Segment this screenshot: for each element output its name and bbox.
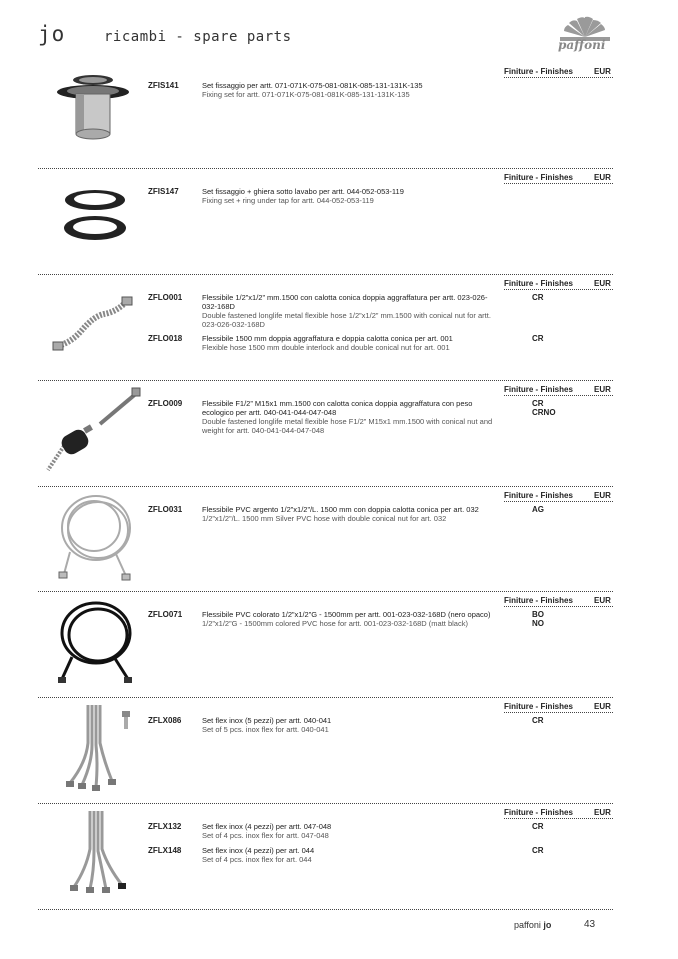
eur-header: EUR	[594, 385, 611, 394]
finishes-header: Finiture - Finishes	[504, 808, 573, 817]
header-divider	[504, 183, 613, 184]
finishes-header: Finiture - Finishes	[504, 385, 573, 394]
silver-pvc-hose-image	[56, 490, 136, 582]
finishes-header: Finiture - Finishes	[504, 491, 573, 500]
product-code: ZFLX086	[148, 716, 182, 725]
series-name: jo	[38, 22, 66, 46]
product-description	[202, 505, 502, 523]
finish-codes	[532, 822, 544, 831]
finish-codes	[532, 399, 556, 417]
description-en: Double fastened longlife metal flexible hose 1/2”x1/2” mm.1500 with conical nut for artt. 023-026-032-168D	[202, 311, 491, 329]
logo-text: paffoni	[558, 38, 606, 52]
inox-flex-set-image	[56, 703, 136, 795]
description-en: Fixing set for artt. 071-071K-075-081-081K-085-131-131K-135	[202, 90, 410, 99]
eur-header: EUR	[594, 596, 611, 605]
product-code: ZFLX148	[148, 846, 182, 855]
product-description	[202, 716, 502, 734]
fixing-set-image	[56, 72, 131, 147]
description-en: Flexible hose 1500 mm double interlock and double conical nut for art. 001	[202, 343, 450, 352]
finish-codes	[532, 505, 544, 514]
product-section	[38, 168, 613, 273]
finish-code: AG	[532, 505, 544, 514]
eur-header: EUR	[594, 702, 611, 711]
eur-header: EUR	[594, 173, 611, 182]
finish-code: CR	[532, 846, 544, 855]
product-description	[202, 334, 502, 352]
finishes-header: Finiture - Finishes	[504, 279, 573, 288]
product-code: ZFLX132	[148, 822, 182, 831]
finishes-header: Finiture - Finishes	[504, 173, 573, 182]
eur-header: EUR	[594, 808, 611, 817]
description-it: Flessibile F1/2” M15x1 mm.1500 con calotta conica doppia aggraffatura con peso ecologico per artt. 040-041-044-047-048	[202, 399, 473, 417]
finish-code: NO	[532, 619, 544, 628]
header-divider	[504, 395, 613, 396]
product-section	[38, 380, 613, 485]
page-number: 43	[584, 919, 596, 930]
page-title: ricambi - spare parts	[104, 29, 292, 45]
description-en: Fixing set + ring under tap for artt. 044-052-053-119	[202, 196, 374, 205]
description-en: Double fastened longlife metal flexible hose F1/2” M15x1 mm.1500 with conical nut and weight for artt. 040-041-044-047-048	[202, 417, 493, 435]
finish-code: CRNO	[532, 408, 556, 417]
inox-flex-set-4pcs-image	[56, 809, 136, 901]
product-code: ZFLO001	[148, 293, 183, 302]
finishes-header: Finiture - Finishes	[504, 67, 573, 76]
finish-code: BO	[532, 610, 544, 619]
footer-brand-name: paffoni	[514, 920, 541, 930]
description-en: Set of 4 pcs. inox flex for art. 044	[202, 855, 312, 864]
product-description	[202, 293, 502, 329]
description-en: Set of 5 pcs. inox flex for artt. 040-041	[202, 725, 329, 734]
product-section	[38, 274, 613, 379]
finish-codes	[532, 293, 544, 302]
header-divider	[504, 289, 613, 290]
description-en: 1/2”x1/2”G - 1500mm colored PVC hose for artt. 001-023-032-168D (matt black)	[202, 619, 468, 628]
finish-codes	[532, 716, 544, 725]
product-description	[202, 822, 502, 840]
eur-header: EUR	[594, 279, 611, 288]
description-it: Set flex inox (4 pezzi) per art. 044	[202, 846, 315, 855]
section-divider	[38, 909, 613, 910]
eur-header: EUR	[594, 67, 611, 76]
finish-code: CR	[532, 716, 544, 725]
flexible-hose-with-weight-image	[42, 386, 142, 476]
flexible-hose-image	[52, 294, 134, 354]
product-section	[38, 591, 613, 696]
product-description	[202, 81, 502, 99]
finish-code: CR	[532, 334, 544, 343]
finish-codes	[532, 610, 544, 628]
finish-codes	[532, 846, 544, 855]
product-code: ZFLO009	[148, 399, 183, 408]
black-pvc-hose-image	[56, 597, 136, 687]
eur-header: EUR	[594, 491, 611, 500]
finishes-header: Finiture - Finishes	[504, 596, 573, 605]
footer-series: jo	[543, 920, 552, 930]
description-it: Set flex inox (5 pezzi) per artt. 040-041	[202, 716, 332, 725]
description-it: Set fissaggio per artt. 071-071K-075-081-081K-085-131-131K-135	[202, 81, 423, 90]
description-it: Flessibile PVC colorato 1/2”x1/2”G - 1500mm per artt. 001-023-032-168D (nero opaco)	[202, 610, 491, 619]
header-divider	[504, 501, 613, 502]
product-code: ZFIS141	[148, 81, 179, 90]
product-code: ZFLO071	[148, 610, 183, 619]
product-description	[202, 187, 502, 205]
header-divider	[504, 712, 613, 713]
description-it: Flessibile 1500 mm doppia aggraffatura e doppia calotta conica per art. 001	[202, 334, 453, 343]
product-section	[38, 486, 613, 591]
description-it: Flessibile 1/2”x1/2” mm.1500 con calotta conica doppia aggraffatura per artt. 023-026-032-168D	[202, 293, 488, 311]
header-divider	[504, 606, 613, 607]
product-code: ZFLO018	[148, 334, 183, 343]
header-divider	[504, 77, 613, 78]
product-description	[202, 610, 502, 628]
finishes-header: Finiture - Finishes	[504, 702, 573, 711]
description-it: Set fissaggio + ghiera sotto lavabo per artt. 044-052-053-119	[202, 187, 404, 196]
product-section	[38, 803, 613, 908]
product-code: ZFIS147	[148, 187, 179, 196]
footer-brand	[514, 920, 551, 930]
finish-code: CR	[532, 399, 544, 408]
product-section	[38, 697, 613, 802]
description-it: Set flex inox (4 pezzi) per artt. 047-048	[202, 822, 332, 831]
product-description	[202, 399, 502, 435]
product-section	[38, 62, 613, 167]
description-en: Set of 4 pcs. inox flex for artt. 047-048	[202, 831, 329, 840]
fixing-ring-set-image	[60, 182, 130, 248]
finish-codes	[532, 334, 544, 343]
finish-code: CR	[532, 293, 544, 302]
finish-code: CR	[532, 822, 544, 831]
product-code: ZFLO031	[148, 505, 183, 514]
description-it: Flessibile PVC argento 1/2”x1/2”/L. 1500 mm con doppia calotta conica per art. 032	[202, 505, 479, 514]
description-en: 1/2”x1/2”/L. 1500 mm Silver PVC hose with double conical nut for art. 032	[202, 514, 447, 523]
product-description	[202, 846, 502, 864]
header-divider	[504, 818, 613, 819]
